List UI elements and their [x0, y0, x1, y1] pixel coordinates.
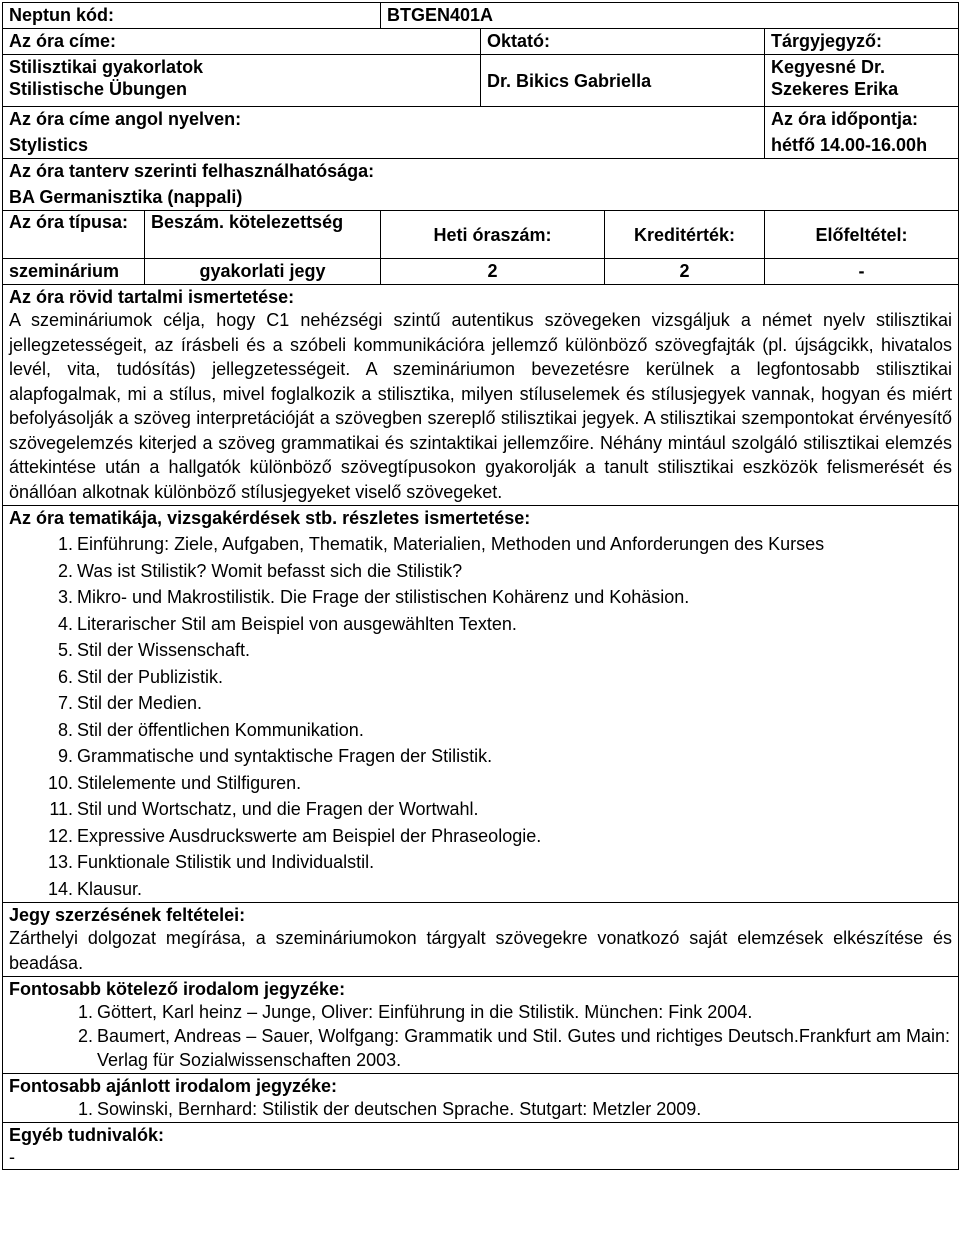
usability-value: BA Germanisztika (nappali): [3, 185, 959, 211]
teacher-name: Dr. Bikics Gabriella: [481, 55, 765, 107]
hours-label: Heti óraszám:: [381, 211, 605, 259]
course-syllabus: [2, 2, 958, 1170]
list-item: 9. Grammatische und syntaktische Fragen der Stilistik.: [57, 746, 493, 766]
hours-value: 2: [381, 259, 605, 285]
grading-section: [3, 903, 959, 977]
type-value: szeminárium: [3, 259, 145, 285]
credit-value: 2: [605, 259, 765, 285]
neptun-code-value: BTGEN401A: [381, 3, 959, 29]
topics-label: Az óra tematikája, vizsgakérdések stb. részletes ismertetése:: [9, 508, 531, 528]
summary-text: A szemináriumok célja, hogy C1 nehézségi szintű autentikus szövegeken vizsgáljuk a német nyelv stilisztikai jellegzetességeit, az írásbeli és a szóbeli kommunikációra jellemző különböző szövegfajták (pl. újságcikk, hivatalos levél, vita, tudósítás) jellegzetességeit. A szemináriumon bevezetésre kerülnek a legfontosabb stilisztikai alapfogalmak, mi a stílus, mivel foglalkozik a stilisztika, milyen stíluselemek és stílusjegyek vannak, hogyan és miért befolyásolják a szöveg interpretációját a szövegben szereplő stilisztikai jegyek. A stilisztikai szempontokat érvényesítő szövegelemzés kiterjed a szöveg grammatikai és szintaktikai jellemzőire. Néhány mintául szolgáló stilisztikai elemzés áttekintése után a hallgatók különböző szövegtípusokon gyakorolják a tanult stilisztikai eszközök felismerését és önállóan alkotnak különböző stílusjegyeket viselő szövegeket.: [9, 310, 953, 502]
other-info-label: Egyéb tudnivalók:: [9, 1125, 165, 1145]
list-item: 13. Funktionale Stilistik und Individualstil.: [47, 852, 375, 872]
list-item: 5. Stil der Wissenschaft.: [57, 640, 251, 660]
responsible-label: Tárgyjegyző:: [765, 29, 959, 55]
prereq-value: -: [765, 259, 959, 285]
summary-label: Az óra rövid tartalmi ismertetése:: [9, 287, 295, 307]
course-info-table: [2, 2, 959, 1170]
list-item: 3. Mikro- und Makrostilistik. Die Frage der stilistischen Kohärenz und Kohäsion.: [57, 587, 690, 607]
prereq-label: Előfeltétel:: [765, 211, 959, 259]
time-value: hétfő 14.00-16.00h: [765, 133, 959, 159]
course-title-label: Az óra címe:: [3, 29, 481, 55]
required-literature-label: Fontosabb kötelező irodalom jegyzéke:: [9, 979, 346, 999]
course-title-de: Stilistische Übungen: [9, 79, 188, 99]
recommended-literature-section: [3, 1074, 959, 1123]
type-label: Az óra típusa:: [3, 211, 145, 259]
list-item: 12. Expressive Ausdruckswerte am Beispiel der Phraseologie.: [47, 825, 542, 846]
list-item: 8. Stil der öffentlichen Kommunikation.: [57, 719, 364, 740]
list-item: 1. Göttert, Karl heinz – Junge, Oliver: Einführung in die Stilistik. München: Fink 2004.: [77, 1002, 753, 1022]
list-item: 1. Sowinski, Bernhard: Stilistik der deutschen Sprache. Stutgart: Metzler 2009.: [77, 1099, 702, 1119]
english-title: Stylistics: [3, 133, 765, 159]
required-literature-list: [9, 1000, 952, 1072]
list-item: 1. Einführung: Ziele, Aufgaben, Thematik, Materialien, Methoden und Anforderungen des Kurses: [57, 534, 825, 554]
topics-list: [9, 531, 952, 902]
list-item: 2. Was ist Stilistik? Womit befasst sich die Stilistik?: [57, 560, 463, 581]
assessment-value: gyakorlati jegy: [145, 259, 381, 285]
course-title: [3, 55, 481, 107]
grading-label: Jegy szerzésének feltételei:: [9, 905, 246, 925]
other-info-section: [3, 1123, 959, 1170]
topics-section: [3, 506, 959, 903]
neptun-code-label: Neptun kód:: [3, 3, 381, 29]
required-literature-section: [3, 977, 959, 1074]
list-item: 14. Klausur.: [47, 878, 143, 899]
usability-label: Az óra tanterv szerinti felhasználhatósága:: [3, 159, 959, 185]
list-item: 6. Stil der Publizistik.: [57, 666, 224, 687]
teacher-label: Oktató:: [481, 29, 765, 55]
assessment-label: Beszám. kötelezettség: [145, 211, 381, 259]
time-label: Az óra időpontja:: [765, 107, 959, 133]
responsible-name: Kegyesné Dr. Szekeres Erika: [765, 55, 959, 107]
list-item: 10. Stilelemente und Stilfiguren.: [47, 772, 302, 793]
recommended-literature-list: [9, 1097, 952, 1121]
list-item: 11. Stil und Wortschatz, und die Fragen der Wortwahl.: [49, 799, 479, 819]
credit-label: Kreditérték:: [605, 211, 765, 259]
list-item: 4. Literarischer Stil am Beispiel von ausgewählten Texten.: [57, 613, 517, 634]
other-info-text: -: [9, 1147, 15, 1167]
list-item: 7. Stil der Medien.: [57, 693, 203, 713]
list-item: 2. Baumert, Andreas – Sauer, Wolfgang: Grammatik und Stil. Gutes und richtiges Deutsch.Frankfurt am Main: Verlag für Sozialwissenschaften 2003.: [77, 1026, 951, 1070]
summary-section: [3, 285, 959, 506]
grading-text: Zárthelyi dolgozat megírása, a szemináriumokon tárgyalt szövegekre vonatkozó saját elemzések elkészítése és beadása.: [9, 928, 953, 973]
english-title-label: Az óra címe angol nyelven:: [3, 107, 765, 133]
course-title-hu: Stilisztikai gyakorlatok: [9, 57, 204, 77]
recommended-literature-label: Fontosabb ajánlott irodalom jegyzéke:: [9, 1076, 338, 1096]
